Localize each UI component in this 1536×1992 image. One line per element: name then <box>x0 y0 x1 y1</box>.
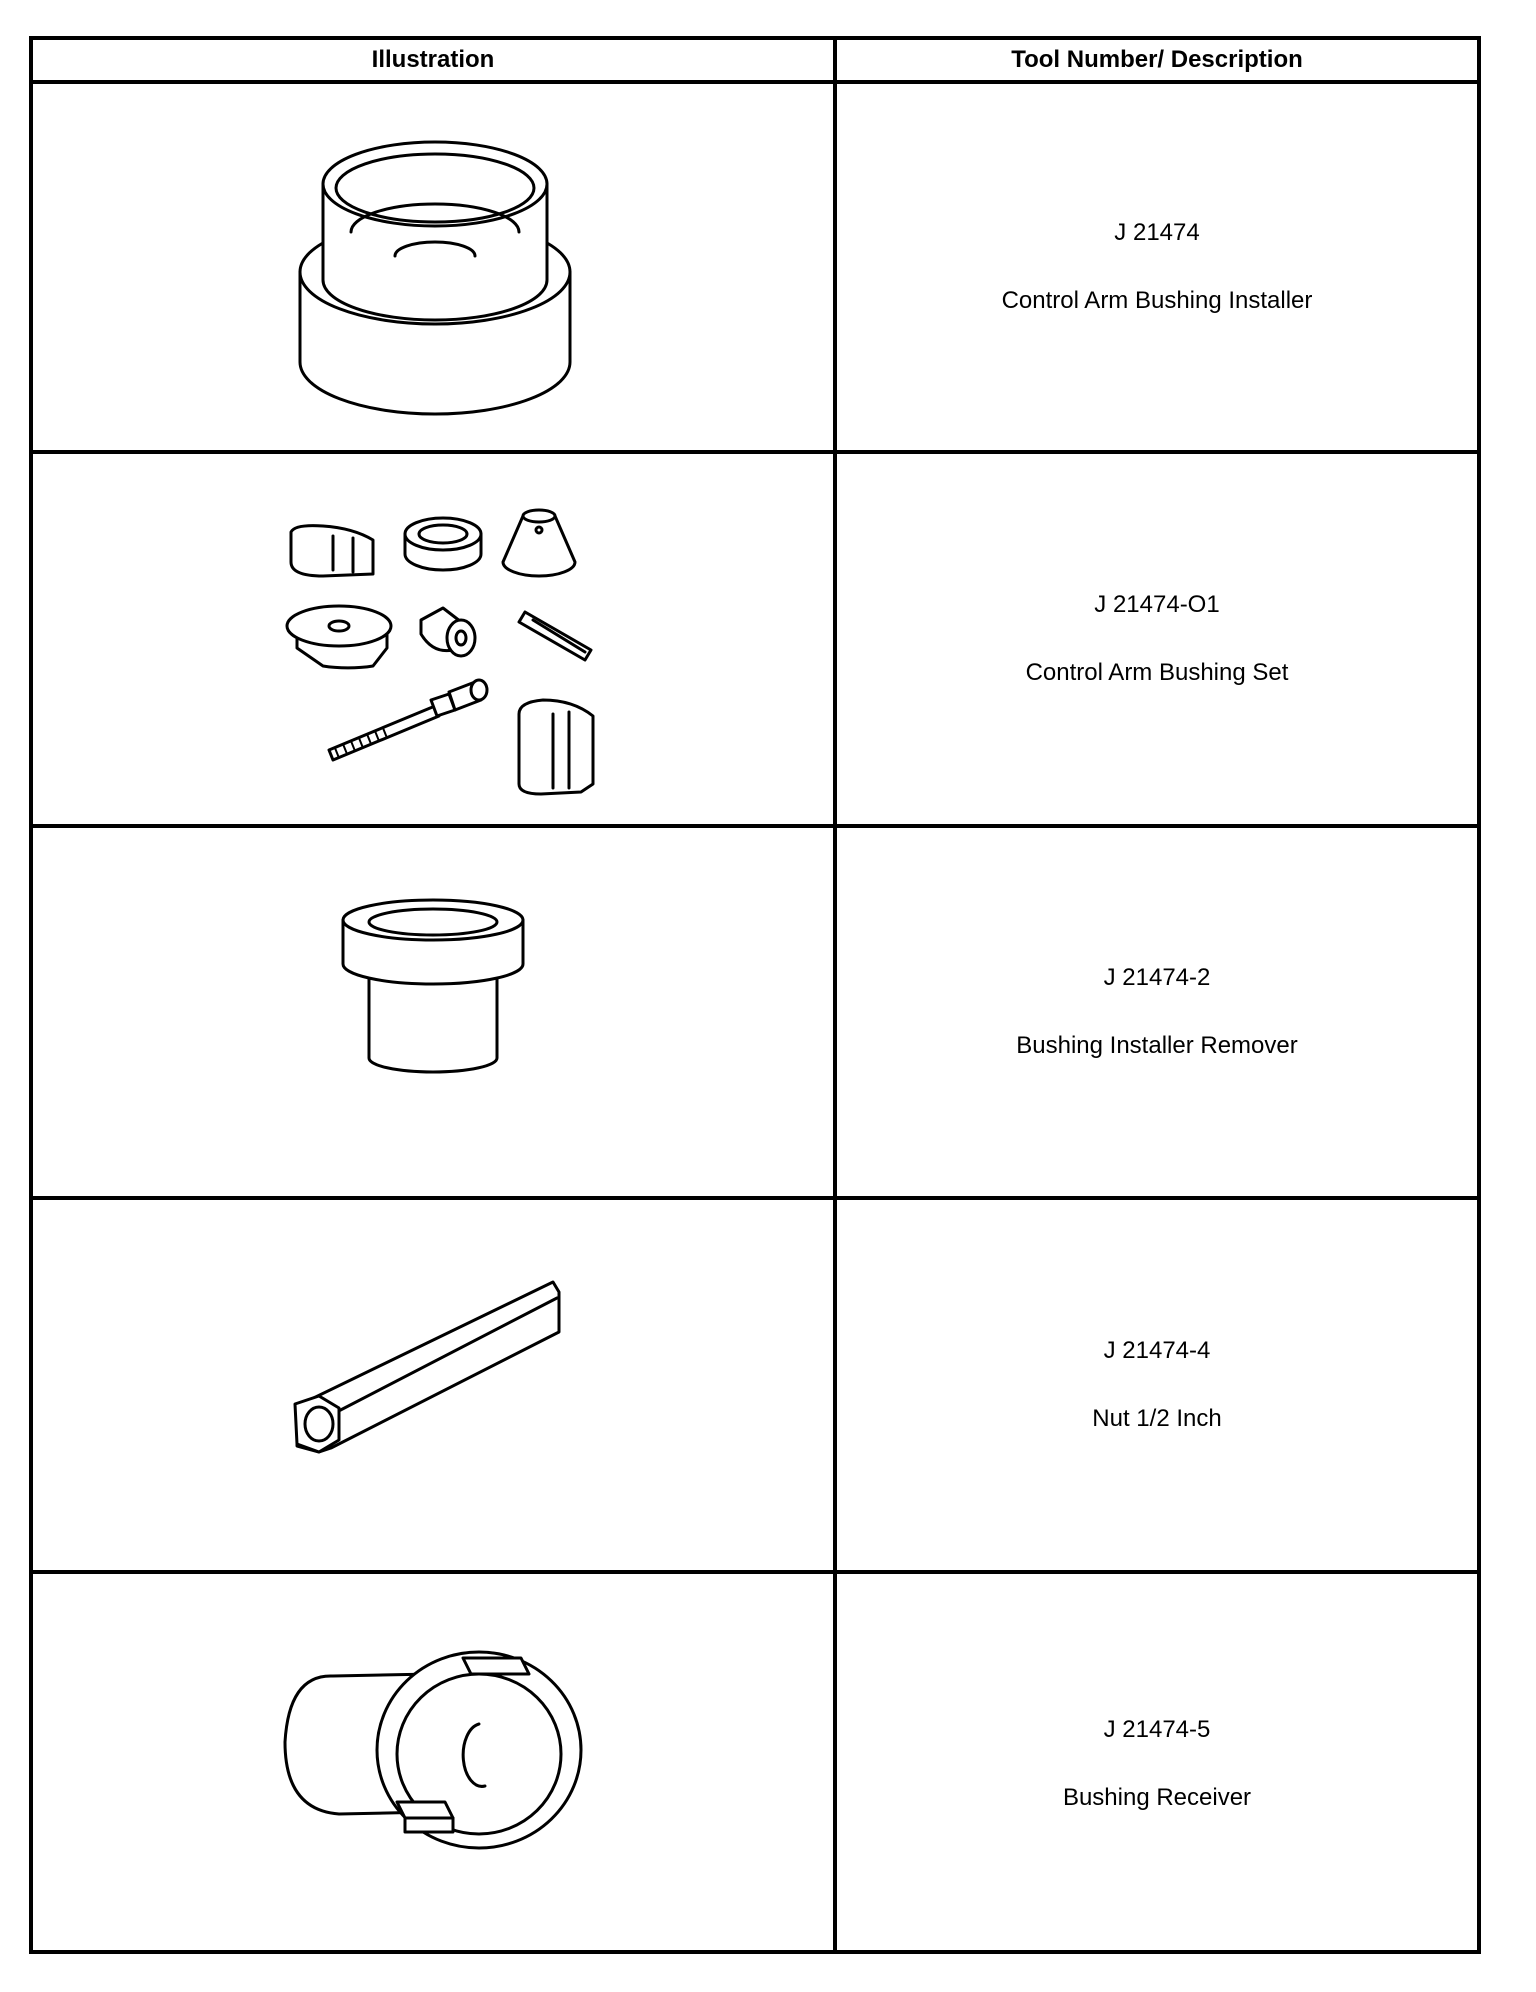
tool-table <box>29 36 1481 1954</box>
header-tool-number-description: Tool Number/ Description <box>1011 46 1303 73</box>
tool-number: J 21474 <box>1114 219 1200 246</box>
control-arm-bushing-installer-icon <box>33 84 833 450</box>
illustration-cell <box>33 84 833 450</box>
tool-description-cell <box>837 454 1477 824</box>
tool-description-cell <box>837 84 1477 450</box>
tool-description: Control Arm Bushing Installer <box>1001 287 1313 314</box>
illustration-cell <box>33 828 833 1196</box>
table-row <box>33 84 1477 450</box>
tool-description-cell <box>837 1200 1477 1570</box>
tool-number: J 21474-2 <box>1103 964 1211 991</box>
table-row <box>33 828 1477 1196</box>
table-row <box>33 454 1477 824</box>
header-illustration: Illustration <box>371 46 495 73</box>
hex-nut-icon <box>33 1200 833 1570</box>
tool-number: J 21474-O1 <box>1094 591 1220 618</box>
tool-description-cell <box>837 1574 1477 1954</box>
table-row <box>33 1574 1477 1954</box>
bushing-installer-remover-icon <box>33 828 833 1196</box>
illustration-cell <box>33 454 833 824</box>
illustration-cell <box>33 1574 833 1954</box>
illustration-cell <box>33 1200 833 1570</box>
tool-number: J 21474-4 <box>1103 1337 1211 1364</box>
bushing-receiver-icon <box>33 1574 833 1954</box>
tool-number: J 21474-5 <box>1103 1716 1211 1743</box>
table-row <box>33 1200 1477 1570</box>
tool-description: Nut 1/2 Inch <box>1092 1405 1222 1432</box>
tool-description: Bushing Receiver <box>1062 1784 1252 1811</box>
tool-description: Bushing Installer Remover <box>1016 1032 1298 1059</box>
tool-description-cell <box>837 828 1477 1196</box>
control-arm-bushing-set-icon <box>33 454 833 824</box>
tool-description: Control Arm Bushing Set <box>1025 659 1289 686</box>
